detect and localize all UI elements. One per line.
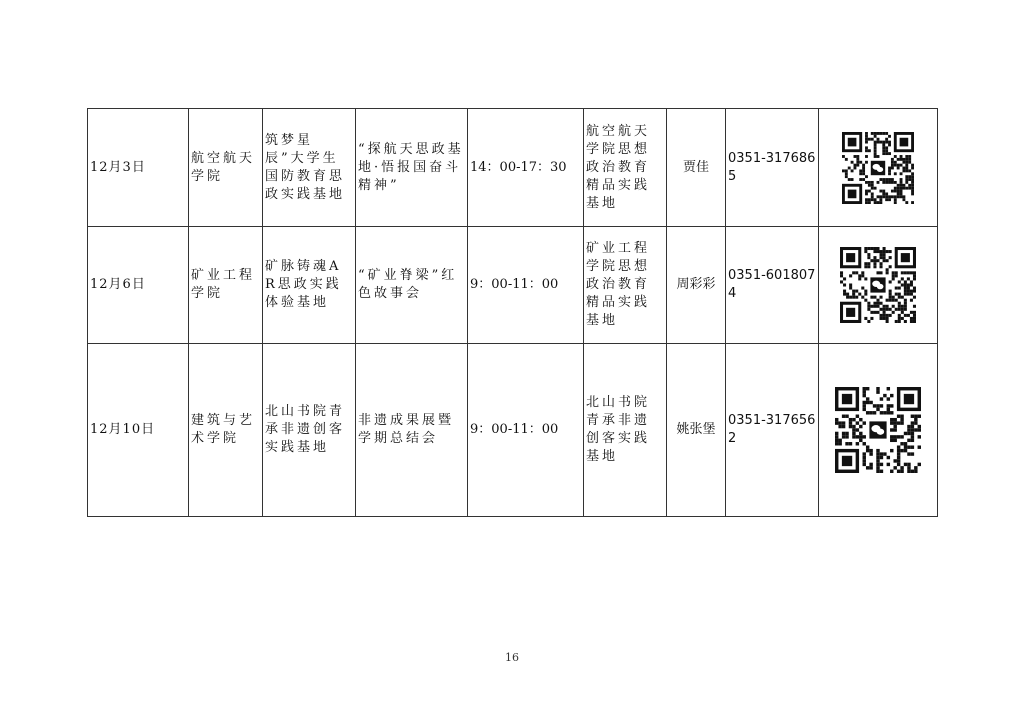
qr-cell: [819, 109, 938, 227]
time-cell: 9：00-11：00: [468, 227, 584, 344]
date-cell: 12月10日: [88, 344, 189, 517]
college-cell: 矿业工程学院: [189, 227, 263, 344]
contact-cell: 姚张堡: [667, 344, 726, 517]
contact-cell: 周彩彩: [667, 227, 726, 344]
base-cell: 北山书院青承非遗创客实践基地: [263, 344, 356, 517]
wechat-qr-code-icon: [835, 387, 921, 473]
table-row: [88, 344, 938, 517]
date-cell: 12月3日: [88, 109, 189, 227]
base-cell: 矿脉铸魂AR思政实践体验基地: [263, 227, 356, 344]
activity-cell: “矿业脊梁”红色故事会: [356, 227, 468, 344]
phone-cell: 0351-3176562: [726, 344, 819, 517]
organizer-cell: 航空航天学院思想政治教育精品实践基地: [584, 109, 667, 227]
contact-cell: 贾佳: [667, 109, 726, 227]
organizer-cell: 矿业工程学院思想政治教育精品实践基地: [584, 227, 667, 344]
activity-schedule-table: [87, 108, 938, 517]
activity-cell: 非遗成果展暨学期总结会: [356, 344, 468, 517]
activity-cell: “探航天思政基地·悟报国奋斗精神”: [356, 109, 468, 227]
wechat-qr-code-icon: [840, 247, 916, 323]
phone-cell: 0351-3176865: [726, 109, 819, 227]
wechat-qr-code-icon: [842, 132, 914, 204]
table-row: [88, 227, 938, 344]
college-cell: 建筑与艺术学院: [189, 344, 263, 517]
college-cell: 航空航天学院: [189, 109, 263, 227]
phone-cell: 0351-6018074: [726, 227, 819, 344]
qr-cell: [819, 344, 938, 517]
qr-cell: [819, 227, 938, 344]
time-cell: 9：00-11：00: [468, 344, 584, 517]
date-cell: 12月6日: [88, 227, 189, 344]
page-number: 16: [505, 651, 519, 664]
base-cell: 筑梦星辰”大学生国防教育思政实践基地: [263, 109, 356, 227]
organizer-cell: 北山书院青承非遗创客实践基地: [584, 344, 667, 517]
time-cell: 14：00-17：30: [468, 109, 584, 227]
table-row: [88, 109, 938, 227]
